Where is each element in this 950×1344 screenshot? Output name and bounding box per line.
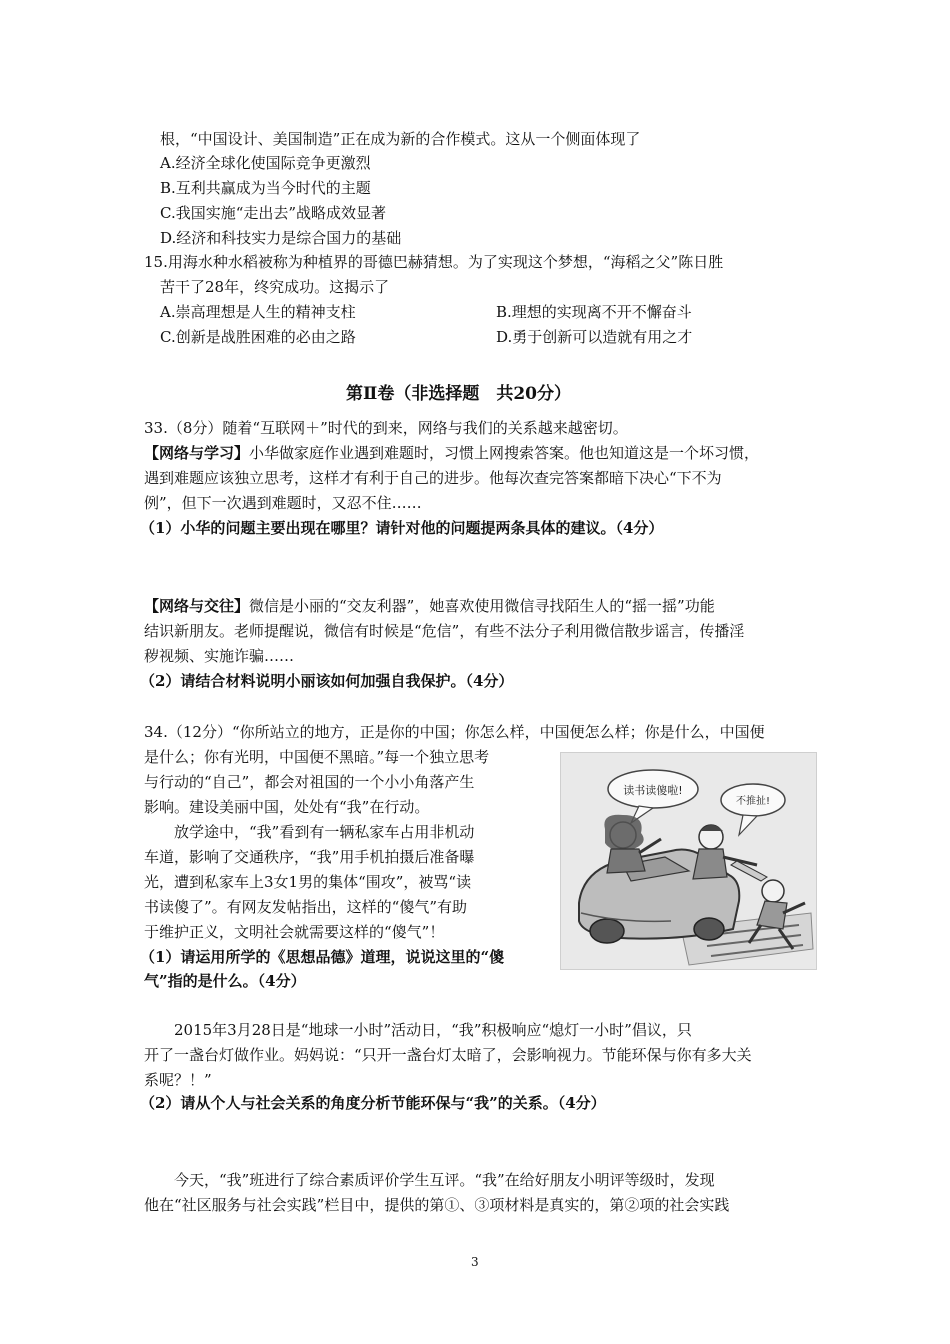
q34-p2-line2: 车道，影响了交通秩序，“我”用手机拍摄后准备曝: [144, 848, 475, 866]
speech-bubble-1-text: 读书读傻啦!: [623, 784, 683, 797]
q34-p4-line2: 他在“社区服务与社会实践”栏目中，提供的第①、③项材料是真实的，第②项的社会实践: [144, 1196, 730, 1214]
q34-p2-line4: 书读傻了”。有网友发帖指出，这样的“傻气”有助: [144, 898, 468, 916]
cartoon-illustration: [560, 752, 817, 970]
q33-study-tag: 【网络与学习】: [144, 444, 250, 462]
q14-option-d: D.经济和科技实力是综合国力的基础: [160, 229, 402, 247]
q15-stem-line1: 15.用海水种水稻被称为种植界的哥德巴赫猜想。为了实现这个梦想，“海稻之父”陈日胜: [144, 253, 724, 271]
q34-subquestion-1-line1: （1）请运用所学的《思想品德》道理，说说这里的“傻: [140, 948, 505, 966]
q33-intro: 33.（8分）随着“互联网＋”时代的到来，网络与我们的关系越来越密切。: [144, 419, 628, 437]
q15-option-b: B.理想的实现离不开不懈奋斗: [496, 303, 692, 321]
q34-p4-line1: 今天，“我”班进行了综合素质评价学生互评。“我”在给好朋友小明评等级时，发现: [174, 1171, 715, 1189]
section-title: 第Ⅱ卷（非选择题 共20分）: [346, 384, 571, 404]
q14-option-b: B.互利共赢成为当今时代的主题: [160, 179, 371, 197]
q33-social-line3: 秽视频、实施诈骗……: [144, 647, 295, 665]
q34-subquestion-2: （2）请从个人与社会关系的角度分析节能环保与“我”的关系。（4分）: [140, 1094, 606, 1112]
q34-p3-line2: 开了一盏台灯做作业。妈妈说：“只开一盏台灯太暗了，会影响视力。节能环保与你有多大关: [144, 1046, 752, 1064]
q15-option-d: D.勇于创新可以造就有用之才: [496, 328, 693, 346]
q33-social-line2: 结识新朋友。老师提醒说，微信有时候是“危信”，有些不法分子利用微信散步谣言，传播淫: [144, 622, 745, 640]
q33-social-line1: 【网络与交往】微信是小丽的“交友利器”，她喜欢使用微信寻找陌生人的“摇一摇”功能: [144, 597, 715, 615]
q34-p2-line1: 放学途中，“我”看到有一辆私家车占用非机动: [174, 823, 475, 841]
q15-stem-line2: 苦干了28年，终究成功。这揭示了: [160, 278, 390, 296]
q14-stem: 根，“中国设计、美国制造”正在成为新的合作模式。这从一个侧面体现了: [160, 130, 641, 148]
q33-study-line2: 遇到难题应该独立思考，这样才有利于自己的进步。他每次查完答案都暗下决心“下不为: [144, 469, 722, 487]
q34-subquestion-1-line2: 气”指的是什么。（4分）: [144, 972, 306, 990]
q34-p1-line3: 与行动的“自己”，都会对祖国的一个小小角落产生: [144, 773, 475, 791]
q33-social-tag: 【网络与交往】: [144, 597, 250, 615]
q33-subquestion-2: （2）请结合材料说明小丽该如何加强自我保护。（4分）: [140, 672, 514, 690]
page-number: 3: [471, 1255, 479, 1269]
q33-study-line1: 【网络与学习】小华做家庭作业遇到难题时，习惯上网搜索答案。他也知道这是一个坏习惯，: [144, 444, 760, 462]
cartoon-drawing: [561, 753, 816, 969]
q34-p3-line3: 系呢？！”: [144, 1071, 212, 1089]
speech-bubble-2-text: 不推扯!: [735, 796, 771, 807]
q14-option-a: A.经济全球化使国际竞争更激烈: [160, 154, 371, 172]
q15-option-c: C.创新是战胜困难的必由之路: [160, 328, 356, 346]
q15-option-a: A.崇高理想是人生的精神支柱: [160, 303, 356, 321]
q34-p1-line2: 是什么；你有光明，中国便不黑暗。”每一个独立思考: [144, 748, 490, 766]
q34-p2-line3: 光，遭到私家车上3女1男的集体“围攻”，被骂“读: [144, 873, 472, 891]
q34-p3-line1: 2015年3月28日是“地球一小时”活动日，“我”积极响应“熄灯一小时”倡议，只: [174, 1021, 692, 1039]
q34-p1-line4: 影响。建设美丽中国，处处有“我”在行动。: [144, 798, 430, 816]
q34-p2-line5: 于维护正义，文明社会就需要这样的“傻气”！: [144, 923, 445, 941]
q34-p1-line1: 34.（12分）“你所站立的地方，正是你的中国；你怎么样，中国便怎么样；你是什么，中国便: [144, 723, 765, 741]
q33-subquestion-1: （1）小华的问题主要出现在哪里？请针对他的问题提两条具体的建议。（4分）: [140, 519, 664, 537]
q14-option-c: C.我国实施“走出去”战略成效显著: [160, 204, 387, 222]
q33-study-line3: 例”，但下一次遇到难题时，又忍不住……: [144, 494, 422, 512]
